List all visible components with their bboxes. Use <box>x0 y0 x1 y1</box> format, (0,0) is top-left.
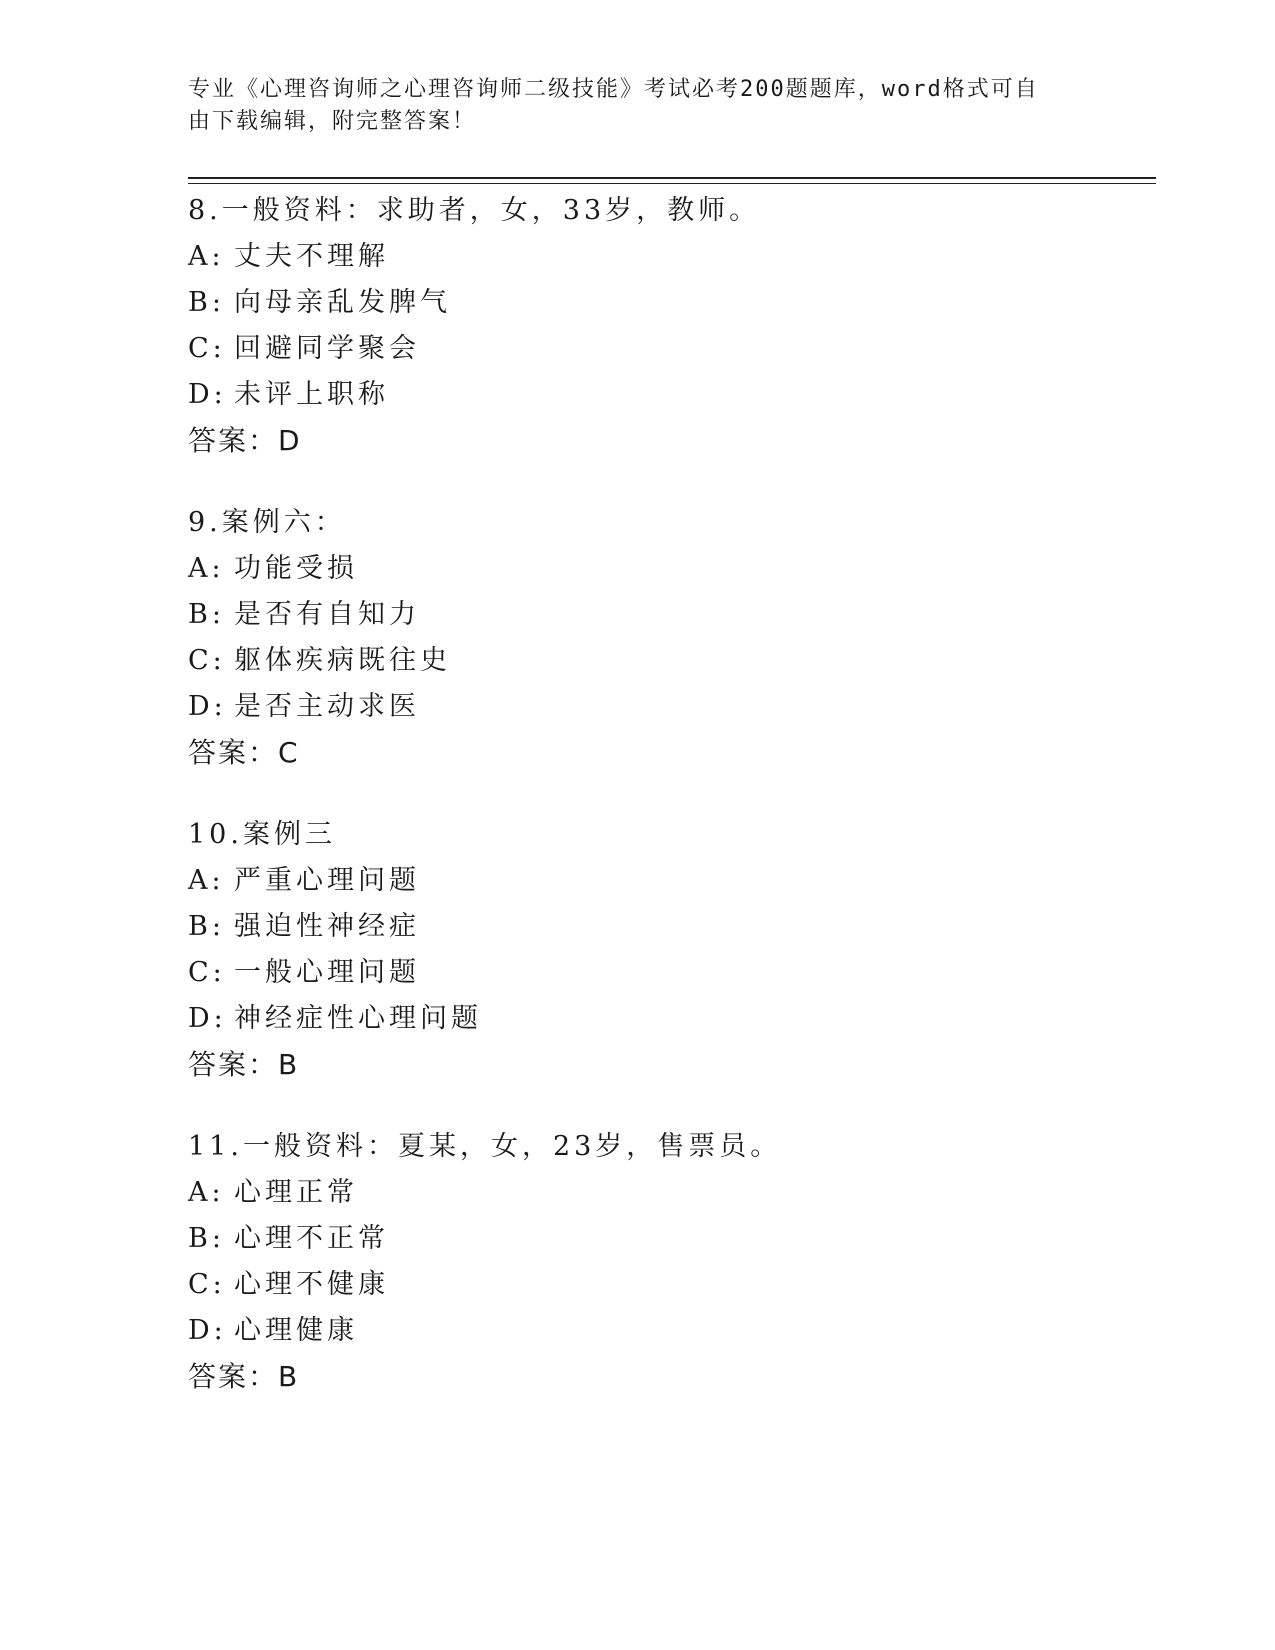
answer-label: 答案：B <box>188 1048 300 1081</box>
header-rule-thick <box>188 177 1156 179</box>
option-text: 丈夫不理解 <box>234 241 389 272</box>
option-a <box>188 546 1148 592</box>
option-a <box>188 858 1148 904</box>
question-list <box>188 188 1148 1436</box>
option-a <box>188 1170 1148 1216</box>
option-letter: D: <box>188 691 227 722</box>
option-text: 严重心理问题 <box>234 865 420 896</box>
option-b <box>188 592 1148 638</box>
option-text: 是否主动求医 <box>234 691 420 722</box>
option-b <box>188 1216 1148 1262</box>
option-text: 是否有自知力 <box>234 599 420 630</box>
option-d <box>188 684 1148 730</box>
option-b <box>188 280 1148 326</box>
option-a <box>188 234 1148 280</box>
header-line-2: 由下载编辑，附完整答案！ <box>188 109 477 134</box>
option-text: 心理不正常 <box>234 1223 389 1254</box>
option-text: 心理不健康 <box>234 1269 389 1300</box>
question-10 <box>188 812 1148 1088</box>
option-text: 一般心理问题 <box>234 957 420 988</box>
option-d <box>188 996 1148 1042</box>
option-text: 功能受损 <box>234 553 358 584</box>
option-letter: B: <box>188 911 225 942</box>
question-stem: 8.一般资料：求助者，女，33岁，教师。 <box>188 195 761 226</box>
header-line-1: 专业《心理咨询师之心理咨询师二级技能》考试必考200题题库，word格式可自 <box>188 77 1039 102</box>
option-b <box>188 904 1148 950</box>
option-letter: C: <box>188 333 226 364</box>
option-text: 回避同学聚会 <box>234 333 420 364</box>
option-letter: A: <box>188 1177 225 1208</box>
option-letter: D: <box>188 1315 227 1346</box>
question-11 <box>188 1124 1148 1400</box>
answer-label: 答案：B <box>188 1360 300 1393</box>
option-c <box>188 1262 1148 1308</box>
question-9 <box>188 500 1148 776</box>
option-letter: A: <box>188 865 225 896</box>
answer-label: 答案：C <box>188 736 300 769</box>
option-text: 向母亲乱发脾气 <box>234 287 451 318</box>
option-letter: A: <box>188 241 225 272</box>
document-header <box>188 74 1068 138</box>
option-letter: B: <box>188 1223 225 1254</box>
option-letter: B: <box>188 599 225 630</box>
option-letter: D: <box>188 379 227 410</box>
option-c <box>188 326 1148 372</box>
answer-label: 答案：D <box>188 424 302 457</box>
option-letter: D: <box>188 1003 227 1034</box>
option-c <box>188 638 1148 684</box>
question-8 <box>188 188 1148 464</box>
option-d <box>188 1308 1148 1354</box>
option-letter: C: <box>188 1269 226 1300</box>
option-text: 心理正常 <box>234 1177 358 1208</box>
option-letter: B: <box>188 287 225 318</box>
question-stem: 11.一般资料：夏某，女，23岁，售票员。 <box>188 1131 782 1162</box>
option-text: 心理健康 <box>234 1315 358 1346</box>
option-text: 神经症性心理问题 <box>234 1003 482 1034</box>
option-d <box>188 372 1148 418</box>
option-letter: C: <box>188 957 226 988</box>
option-c <box>188 950 1148 996</box>
option-letter: A: <box>188 553 225 584</box>
option-text: 躯体疾病既往史 <box>234 645 451 676</box>
header-rule-thin <box>188 183 1156 184</box>
option-text: 未评上职称 <box>234 379 389 410</box>
question-stem: 9.案例六： <box>188 507 346 538</box>
option-letter: C: <box>188 645 226 676</box>
question-stem: 10.案例三 <box>188 819 336 850</box>
option-text: 强迫性神经症 <box>234 911 420 942</box>
